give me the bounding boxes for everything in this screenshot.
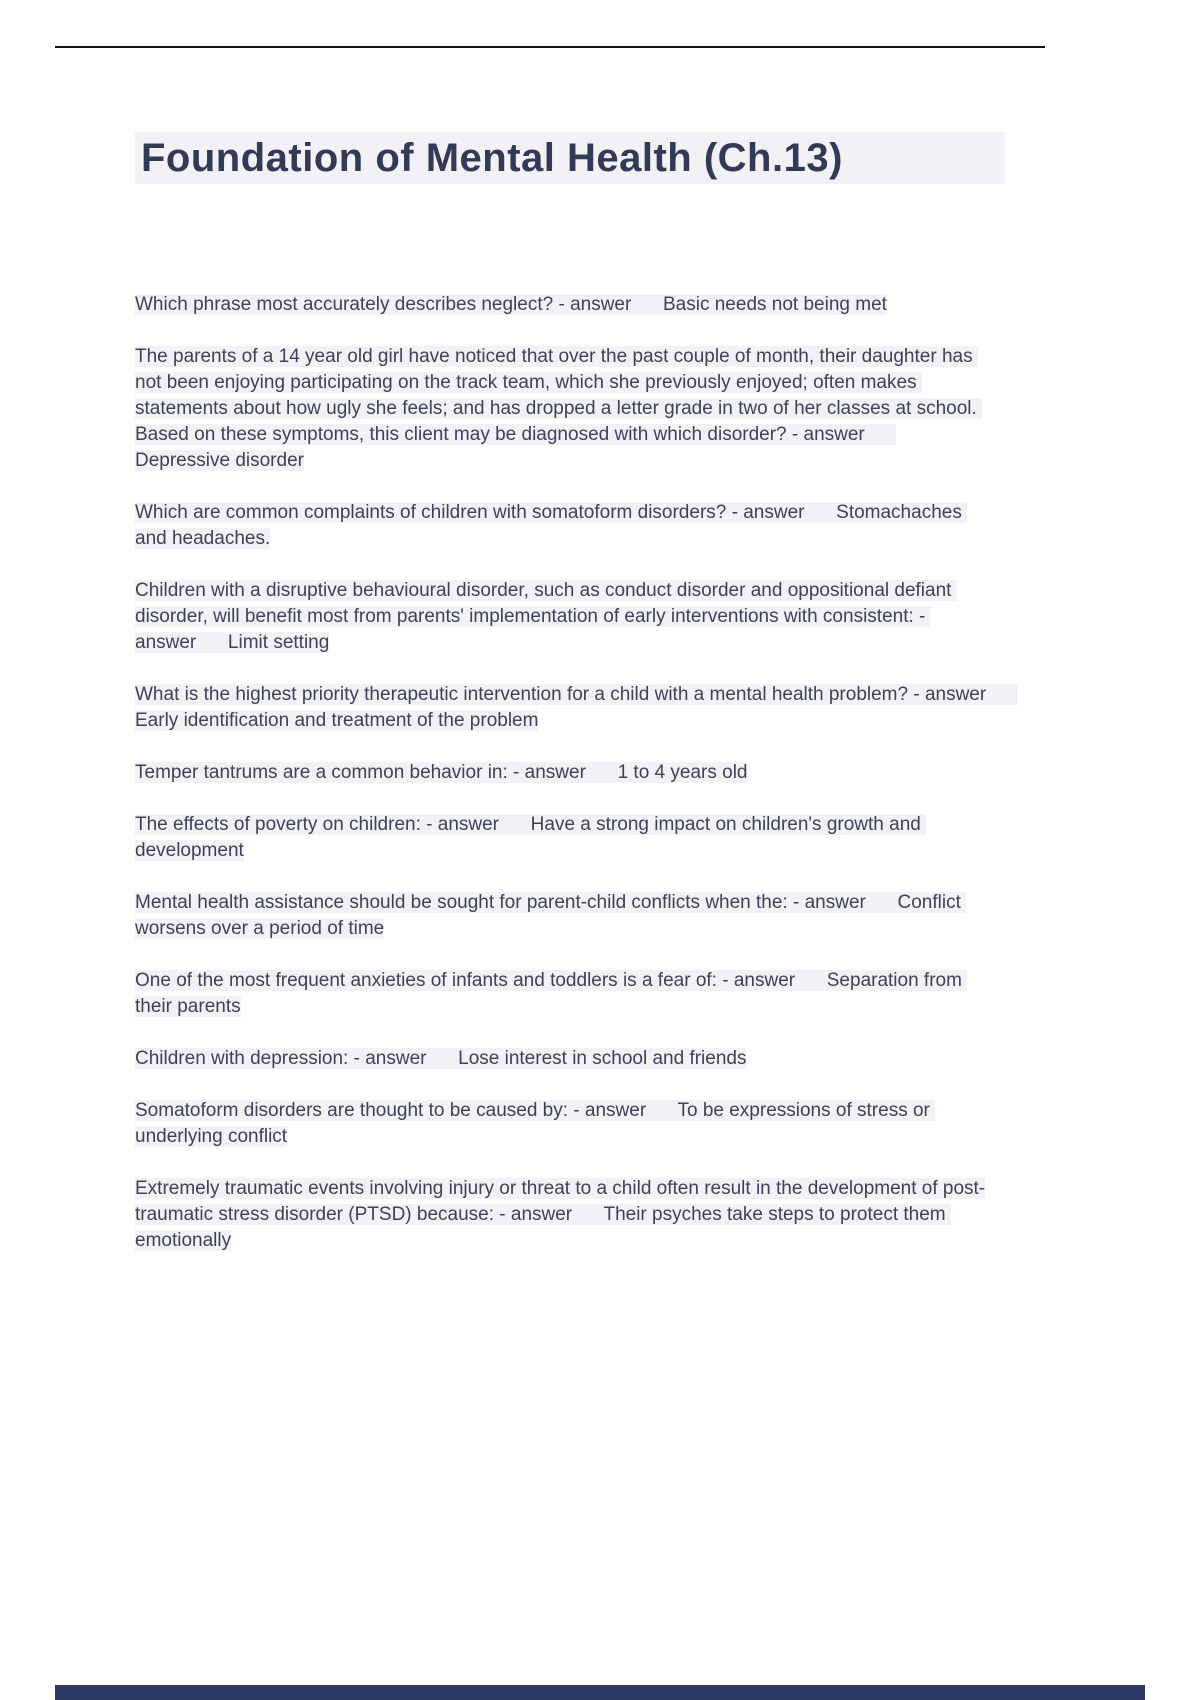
qa-item (135, 344, 987, 474)
document-content (135, 132, 1018, 1280)
qa-text: Children with depression: - answer Lose interest in school and friends (135, 1048, 747, 1069)
qa-text: The effects of poverty on children: - answer Have a strong impact on children's growth and development (135, 814, 927, 861)
qa-item (135, 292, 987, 318)
qa-text: Which are common complaints of children with somatoform disorders? - answer Stomachaches and headaches. (135, 502, 968, 549)
footer-bar (55, 1685, 1145, 1700)
top-divider (55, 46, 1045, 48)
qa-text: Children with a disruptive behavioural disorder, such as conduct disorder and oppositional defiant disorder, will benefit most from parents' implementation of early interventions with consistent: - answer Limit setting (135, 580, 957, 653)
qa-item (135, 682, 1018, 734)
qa-text: Which phrase most accurately describes neglect? - answer Basic needs not being met (135, 294, 887, 315)
qa-text: The parents of a 14 year old girl have noticed that over the past couple of month, their daughter has not been enjoying participating on the track team, which she previously enjoyed; often makes statements about how ugly she feels; and has dropped a letter grade in two of her classes at school. Based on these symptoms, this client may be diagnosed with which disorder? - answer Depressive disorder (135, 346, 983, 471)
qa-text: Extremely traumatic events involving injury or threat to a child often result in the development of post-traumatic stress disorder (PTSD) because: - answer Their psyches take steps to protect them emotionally (135, 1178, 986, 1251)
qa-item (135, 1176, 987, 1254)
qa-item (135, 1046, 987, 1072)
qa-item (135, 760, 987, 786)
page-title: Foundation of Mental Health (Ch.13) (135, 132, 1005, 184)
qa-item (135, 968, 987, 1020)
qa-item (135, 500, 987, 552)
qa-text: Somatoform disorders are thought to be caused by: - answer To be expressions of stress or underlying conflict (135, 1100, 936, 1147)
qa-item (135, 890, 987, 942)
qa-item (135, 812, 987, 864)
qa-text: Temper tantrums are a common behavior in: - answer 1 to 4 years old (135, 762, 748, 783)
qa-text: One of the most frequent anxieties of infants and toddlers is a fear of: - answer Separation from their parents (135, 970, 968, 1017)
qa-item (135, 578, 987, 656)
qa-text: Mental health assistance should be sought for parent-child conflicts when the: - answer Conflict worsens over a period of time (135, 892, 967, 939)
qa-text: What is the highest priority therapeutic intervention for a child with a mental health problem? - answer Early identification and treatment of the problem (135, 684, 1018, 731)
title-spacer (135, 184, 995, 292)
qa-item (135, 1098, 987, 1150)
